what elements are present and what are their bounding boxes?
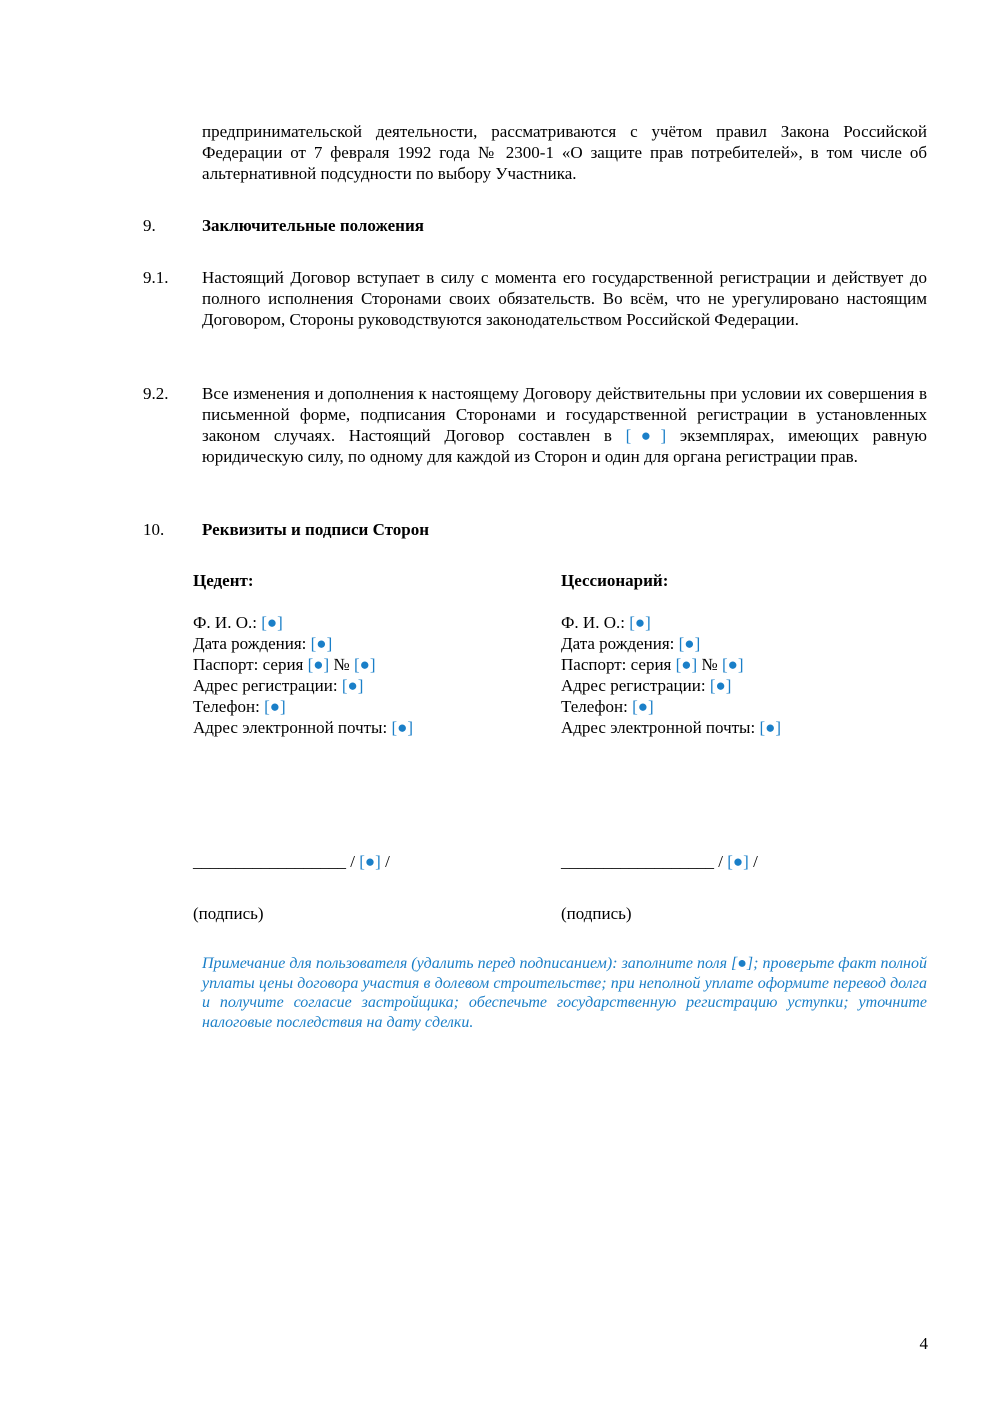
cessionary-title: Цессионарий: [561, 571, 669, 590]
clause-9-2-number: 9.2. [143, 384, 169, 403]
cessionary-birth-date: Дата рождения: [●] [561, 634, 701, 653]
clause-9-2-text-after: экземплярах, имеющих равную юридическую силу, по одному для каждой из Сторон и один для органа регистрации прав. [202, 426, 927, 466]
cedent-address: Адрес регистрации: [●] [193, 676, 364, 695]
clause-9-2-text [202, 383, 927, 467]
user-note: Примечание для пользователя (удалить перед подписанием): заполните поля [●]; проверьте факт полной уплаты цены договора участия в долевом строительстве; при неполной уплате оформите перевод долга и получите согласие застройщика; обеспечьте государственную регистрацию уступки; уточните налоговые последствия на дату сделки. [202, 955, 927, 1031]
cedent-birth-date: Дата рождения: [●] [193, 634, 333, 653]
cessionary-fio: Ф. И. О.: [●] [561, 613, 651, 632]
cedent-title: Цедент: [193, 571, 254, 590]
clause-9-1-number: 9.1. [143, 268, 169, 287]
cedent-fio: Ф. И. О.: [●] [193, 613, 283, 632]
section-10-number: 10. [143, 520, 165, 539]
clause-9-2-text-before: Все изменения и дополнения к настоящему Договору действительны при условии их совершения в письменной форме, подписания Сторонами и государственной регистрации в установленных законом случаях. Настоящий Договор составлен в [202, 384, 927, 445]
clause-9-1-text: Настоящий Договор вступает в силу с момента его государственной регистрации и действует до полного исполнения Сторонами своих обязательств. Во всём, что не урегулировано настоящим Договором, Стороны руководствуются законодательством Российской Федерации. [202, 268, 927, 329]
cessionary-address: Адрес регистрации: [●] [561, 676, 732, 695]
cessionary-email: Адрес электронной почты: [●] [561, 718, 782, 737]
cessionary-signature-line: __________________ / [●] / [561, 852, 758, 871]
section-9-number: 9. [143, 216, 156, 235]
cessionary-passport: Паспорт: серия [●] № [●] [561, 655, 744, 674]
cessionary-phone: Телефон: [●] [561, 697, 654, 716]
cedent-signature-line: __________________ / [●] / [193, 852, 390, 871]
placeholder-copies: [●] [625, 426, 667, 445]
cedent-phone: Телефон: [●] [193, 697, 286, 716]
page-number: 4 [919, 1334, 928, 1353]
cessionary-signature-caption: (подпись) [561, 904, 632, 923]
cedent-passport: Паспорт: серия [●] № [●] [193, 655, 376, 674]
section-9-title: Заключительные положения [202, 216, 424, 235]
continuation-paragraph: предпринимательской деятельности, рассматриваются с учётом правил Закона Российской Федерации от 7 февраля 1992 года № 2300-1 «О защите прав потребителей», в том числе об альтернативной подсудности по выбору Участника. [202, 122, 927, 183]
cessionary-block [561, 570, 781, 738]
cedent-email: Адрес электронной почты: [●] [193, 718, 414, 737]
section-10-title: Реквизиты и подписи Сторон [202, 520, 430, 539]
cedent-signature-caption: (подпись) [193, 904, 264, 923]
cedent-block [193, 570, 413, 738]
